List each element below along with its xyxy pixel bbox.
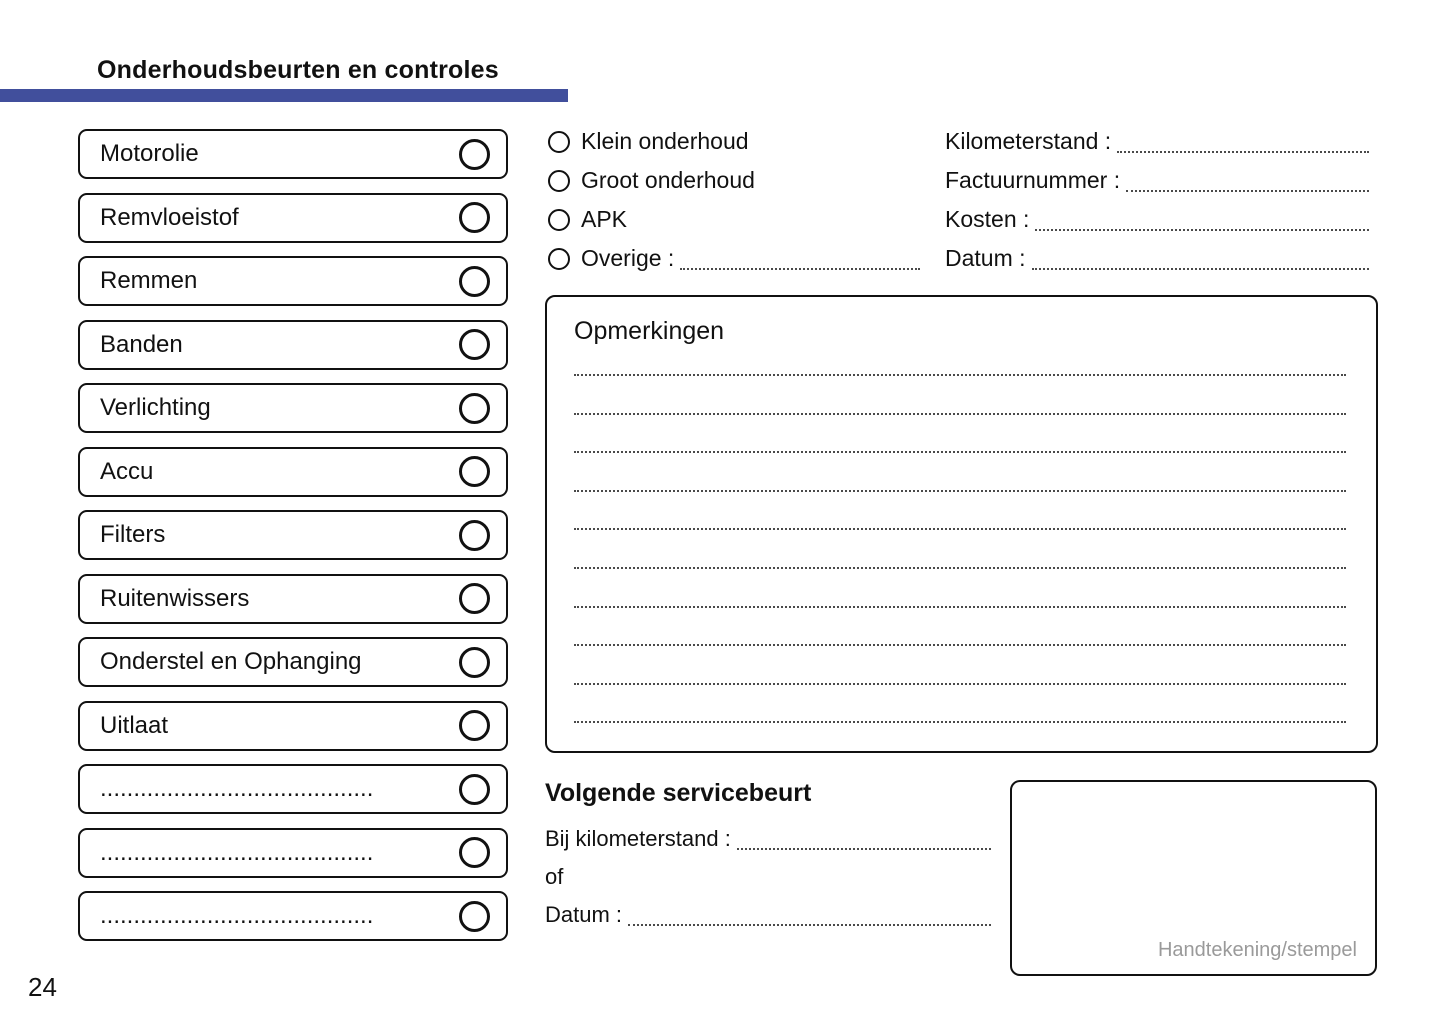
fill-in-line	[574, 453, 1346, 492]
fill-in-line	[574, 350, 1346, 376]
checkbox-circle	[459, 583, 490, 614]
checklist-label: Onderstel en Ophanging	[100, 648, 362, 675]
fill-in-line	[1117, 151, 1369, 153]
fill-in-line	[574, 685, 1346, 724]
service-type-label: Overige :	[581, 245, 675, 271]
field-row	[945, 161, 1371, 200]
checklist-row	[78, 574, 508, 624]
checkbox-circle	[459, 393, 490, 424]
checklist-label: Motorolie	[100, 140, 199, 167]
fill-in-line	[1032, 268, 1369, 270]
checklist-row	[78, 510, 508, 560]
checklist-label: Banden	[100, 330, 183, 358]
signature-label: Handtekening/stempel	[1157, 939, 1357, 961]
next-service-km-row	[545, 820, 993, 858]
checklist-row	[78, 320, 508, 370]
fill-in-line	[1035, 229, 1369, 231]
next-service-section	[545, 779, 993, 934]
service-type-label: APK	[581, 206, 628, 232]
radio-circle	[548, 131, 570, 153]
checkbox-circle	[459, 139, 490, 170]
fill-in-line	[574, 646, 1346, 685]
fill-in-line	[574, 608, 1346, 647]
field-label: Factuurnummer :	[945, 167, 1121, 193]
checklist-row-blank	[78, 764, 508, 814]
page-number: 24	[28, 972, 57, 1002]
checklist-row	[78, 256, 508, 306]
field-label: Kilometerstand :	[945, 128, 1112, 154]
checklist-row	[78, 129, 508, 179]
service-type-row	[548, 200, 922, 239]
checkbox-circle	[459, 329, 490, 360]
remarks-title: Opmerkingen	[574, 317, 725, 345]
title-underline-bar	[0, 89, 568, 102]
service-type-options	[548, 122, 922, 278]
remarks-write-lines	[574, 350, 1346, 723]
next-service-heading: Volgende servicebeurt	[545, 779, 812, 807]
checkbox-circle	[459, 456, 490, 487]
fill-in-line	[574, 415, 1346, 454]
fill-in-line	[574, 376, 1346, 415]
checklist-label: Uitlaat	[100, 711, 169, 739]
service-type-label: Klein onderhoud	[581, 128, 749, 154]
service-type-row	[548, 122, 922, 161]
next-service-or-label: of	[545, 864, 564, 889]
checklist-label: Remmen	[100, 267, 198, 294]
checkbox-circle	[459, 901, 490, 932]
checklist-row-blank	[78, 891, 508, 941]
fill-in-line	[574, 530, 1346, 569]
fill-in-line	[574, 569, 1346, 608]
field-row	[945, 200, 1371, 239]
fill-in-line	[737, 848, 991, 850]
remarks-box	[545, 295, 1378, 753]
checklist-label: Ruitenwissers	[100, 584, 250, 612]
radio-circle	[548, 170, 570, 192]
checklist-label: Filters	[100, 521, 166, 548]
radio-circle	[548, 209, 570, 231]
page-title: Onderhoudsbeurten en controles	[97, 56, 499, 84]
checklist-row	[78, 447, 508, 497]
fill-in-line	[628, 924, 991, 926]
next-service-date-label: Datum :	[545, 902, 623, 927]
checklist-row	[78, 383, 508, 433]
checkbox-circle	[459, 710, 490, 741]
checklist-label: .........................................	[100, 902, 374, 929]
checkbox-circle	[459, 266, 490, 297]
checklist-label: Accu	[100, 457, 154, 485]
service-record-fields	[945, 122, 1371, 278]
service-type-row	[548, 161, 922, 200]
checkbox-circle	[459, 837, 490, 868]
checklist-label: .........................................	[100, 775, 374, 802]
field-row	[945, 122, 1371, 161]
radio-circle	[548, 248, 570, 270]
checkbox-circle	[459, 774, 490, 805]
maintenance-checklist	[78, 129, 508, 955]
field-label: Datum :	[945, 245, 1026, 271]
checkbox-circle	[459, 520, 490, 551]
checklist-label: Verlichting	[100, 394, 211, 421]
signature-box	[1010, 780, 1377, 976]
next-service-km-label: Bij kilometerstand :	[545, 826, 731, 851]
fill-in-line	[574, 492, 1346, 531]
field-label: Kosten :	[945, 206, 1030, 232]
service-type-label: Groot onderhoud	[581, 167, 755, 193]
checklist-row	[78, 701, 508, 751]
fill-in-line	[680, 268, 920, 270]
checklist-row	[78, 637, 508, 687]
service-type-row	[548, 239, 922, 278]
next-service-date-row	[545, 896, 993, 934]
checklist-label: .........................................	[100, 838, 374, 866]
field-row	[945, 239, 1371, 278]
checklist-label: Remvloeistof	[100, 203, 239, 231]
checklist-row	[78, 193, 508, 243]
checklist-row-blank	[78, 828, 508, 878]
checkbox-circle	[459, 647, 490, 678]
checkbox-circle	[459, 202, 490, 233]
fill-in-line	[1126, 190, 1369, 192]
